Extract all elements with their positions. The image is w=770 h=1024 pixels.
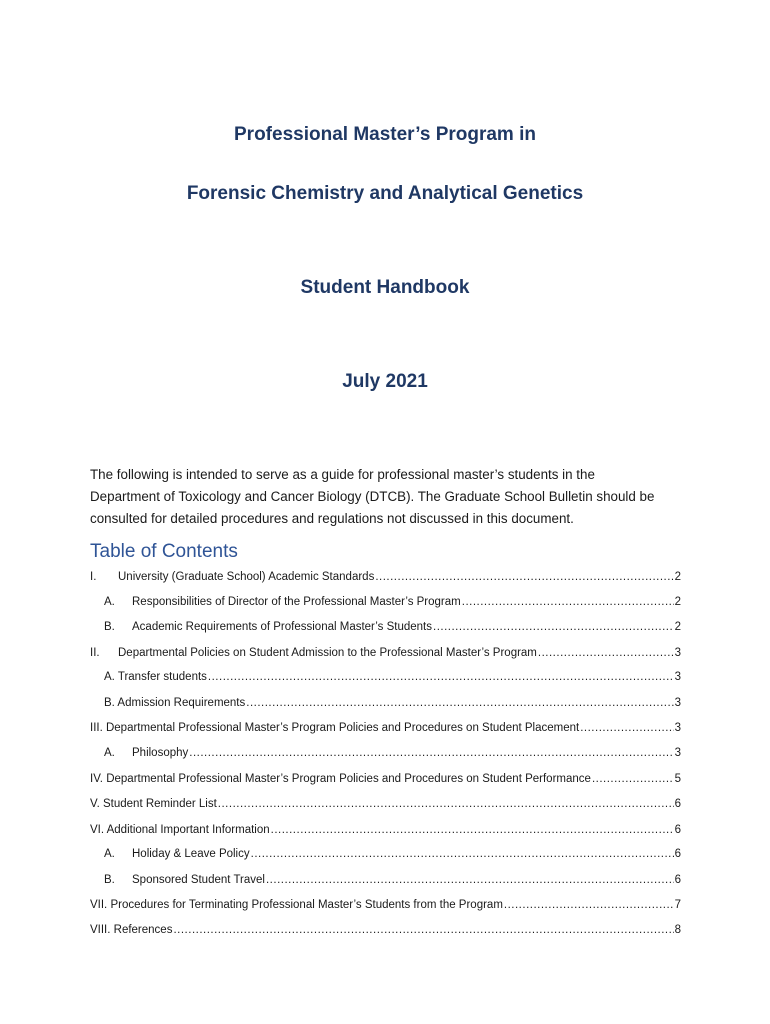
- toc-entry[interactable]: [90, 899, 681, 915]
- toc-entry-number: A.: [104, 747, 115, 759]
- toc-entry-page: 8: [674, 924, 681, 936]
- toc-entry-page: 7: [674, 899, 681, 911]
- toc-entry-page: 3: [674, 747, 681, 759]
- intro-line: Department of Toxicology and Cancer Biology (DTCB). The Graduate School Bulletin should be: [90, 489, 655, 504]
- toc-dot-leader: [375, 571, 673, 583]
- toc-entry-page: 6: [674, 874, 681, 886]
- toc-dot-leader: [538, 647, 674, 659]
- toc-entry-title: Academic Requirements of Professional Master’s Students: [132, 621, 432, 633]
- intro-paragraph: [90, 464, 680, 530]
- toc-entry-page: 6: [674, 824, 681, 836]
- toc-entry[interactable]: [90, 647, 681, 663]
- toc-entry-title: Holiday & Leave Policy: [132, 848, 250, 860]
- toc-heading: Table of Contents: [90, 541, 238, 562]
- toc-entry[interactable]: [104, 621, 681, 637]
- toc-entry-page: 5: [674, 773, 681, 785]
- toc-entry-number: B.: [104, 621, 115, 633]
- toc-dot-leader: [504, 899, 674, 911]
- toc-entry-page: 2: [674, 621, 681, 633]
- toc-dot-leader: [580, 722, 673, 734]
- toc-entry[interactable]: [90, 722, 681, 738]
- toc-entry-page: 3: [674, 697, 681, 709]
- toc-entry[interactable]: [90, 773, 681, 789]
- title-line-1: Professional Master’s Program in: [234, 124, 536, 145]
- toc-dot-leader: [246, 697, 673, 709]
- toc-entry-title: III. Departmental Professional Master’s Program Policies and Procedures on Student Placement: [90, 722, 580, 734]
- handbook-subtitle: Student Handbook: [300, 277, 470, 298]
- toc-dot-leader: [218, 798, 674, 810]
- toc-dot-leader: [251, 848, 674, 860]
- toc-entry-title: B. Admission Requirements: [104, 697, 246, 709]
- toc-entry-title: Responsibilities of Director of the Professional Master’s Program: [132, 596, 461, 608]
- toc-dot-leader: [433, 621, 674, 633]
- toc-dot-leader: [592, 773, 674, 785]
- document-date: July 2021: [342, 371, 428, 392]
- toc-entry[interactable]: [104, 747, 681, 763]
- toc-dot-leader: [462, 596, 674, 608]
- toc-dot-leader: [271, 824, 674, 836]
- toc-entry-page: 2: [674, 596, 681, 608]
- toc-entry-title: VI. Additional Important Information: [90, 824, 270, 836]
- intro-line: consulted for detailed procedures and regulations not discussed in this document.: [90, 511, 574, 526]
- toc-entry-title: VII. Procedures for Terminating Professional Master’s Students from the Program: [90, 899, 503, 911]
- toc-entry-page: 6: [674, 798, 681, 810]
- toc-entry-number: II.: [90, 647, 100, 659]
- toc-entry-title: Sponsored Student Travel: [132, 874, 265, 886]
- toc-entry-title: University (Graduate School) Academic Standards: [118, 571, 375, 583]
- toc-entry-title: A. Transfer students: [104, 671, 207, 683]
- toc-entry[interactable]: [90, 571, 681, 587]
- toc-dot-leader: [208, 671, 674, 683]
- toc-dot-leader: [266, 874, 674, 886]
- toc-entry-page: 3: [674, 671, 681, 683]
- toc-entry[interactable]: [90, 924, 681, 940]
- toc-entry-number: I.: [90, 571, 97, 583]
- toc-entry[interactable]: [104, 697, 681, 713]
- toc-entry-title: V. Student Reminder List: [90, 798, 217, 810]
- toc-entry[interactable]: [90, 798, 681, 814]
- toc-entry-number: B.: [104, 874, 115, 886]
- toc-entry-page: 6: [674, 848, 681, 860]
- intro-line: The following is intended to serve as a guide for professional master’s students in the: [90, 467, 595, 482]
- toc-entry[interactable]: [104, 874, 681, 890]
- toc-entry-page: 2: [674, 571, 681, 583]
- toc-entry-number: A.: [104, 848, 115, 860]
- title-line-2: Forensic Chemistry and Analytical Genetics: [186, 183, 584, 204]
- toc-entry-number: A.: [104, 596, 115, 608]
- toc-entry-title: Departmental Policies on Student Admission to the Professional Master’s Program: [118, 647, 537, 659]
- toc-entry-title: VIII. References: [90, 924, 173, 936]
- toc-entry-page: 3: [674, 647, 681, 659]
- toc-entry[interactable]: [104, 671, 681, 687]
- toc-dot-leader: [173, 924, 673, 936]
- toc-entry[interactable]: [90, 824, 681, 840]
- toc-entry-title: IV. Departmental Professional Master’s Program Policies and Procedures on Student Performance: [90, 773, 591, 785]
- toc-entry[interactable]: [104, 596, 681, 612]
- toc-entry-page: 3: [674, 722, 681, 734]
- toc-entry[interactable]: [104, 848, 681, 864]
- toc-entry-title: Philosophy: [132, 747, 189, 759]
- toc-dot-leader: [189, 747, 673, 759]
